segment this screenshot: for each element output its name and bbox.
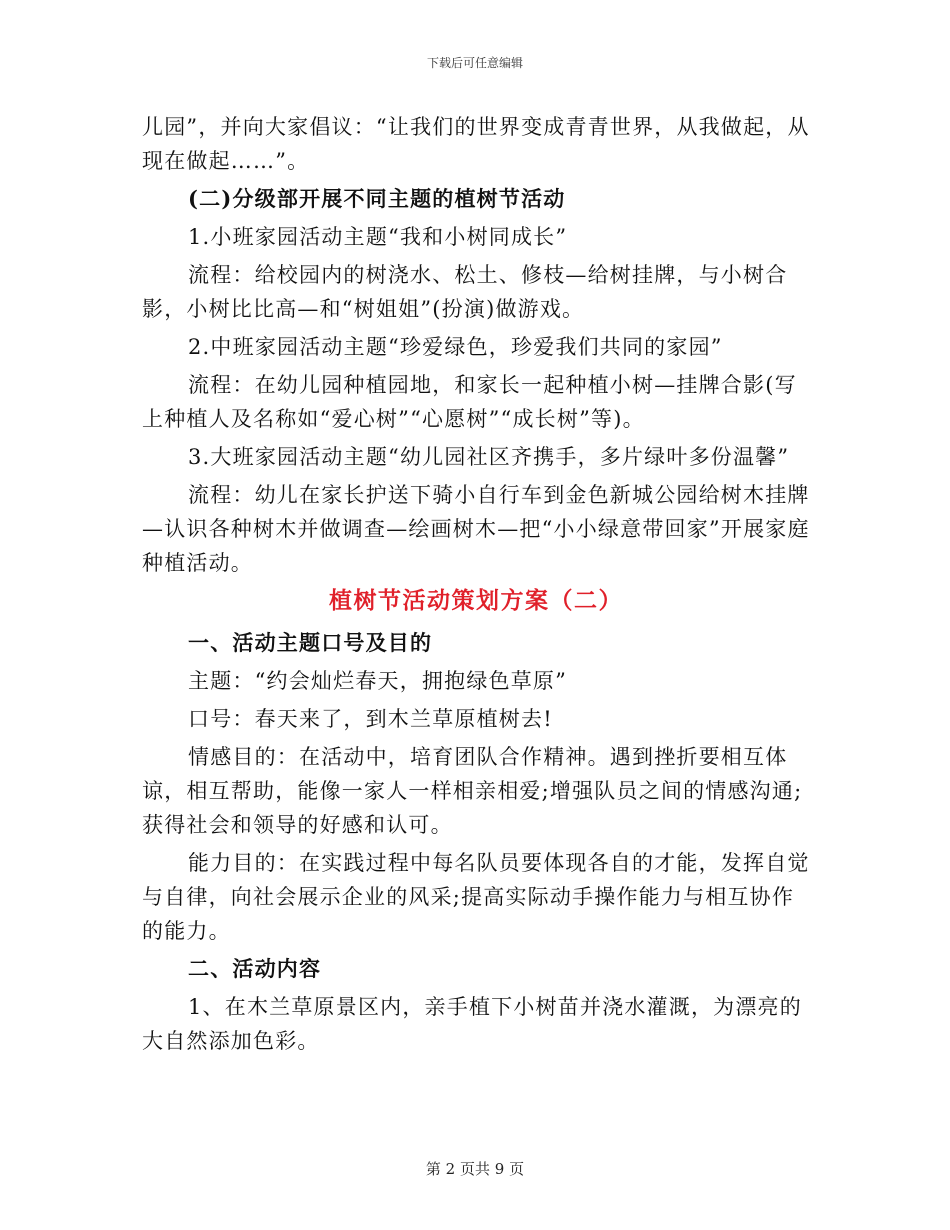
item-small-class-process: 流程：给校园内的树浇水、松土、修枝—给树挂牌，与小树合影，小树比比高—和“树姐姐”(扮演)做游戏。	[142, 263, 788, 321]
page-footer: 第 2 页共 9 页	[425, 1160, 525, 1178]
item-large-class-theme: 3.大班家园活动主题“幼儿园社区齐携手，多片绿叶多份温馨”	[188, 445, 790, 469]
heading-activity-content: 二、活动内容	[188, 956, 322, 981]
paragraph-continued: 儿园”，并向大家倡议：“让我们的世界变成青青世界，从我做起，从现在做起……”。	[142, 115, 810, 173]
document-body	[142, 110, 810, 1062]
page-header: 下载后可任意编辑	[426, 56, 523, 70]
activity-item-1: 1、在木兰草原景区内，亲手植下小树苗并浇水灌溉，为漂亮的大自然添加色彩。	[142, 995, 802, 1053]
theme-line: 主题：“约会灿烂春天，拥抱绿色草原”	[188, 669, 568, 693]
slogan-line: 口号：春天来了，到木兰草原植树去!	[188, 707, 553, 731]
section-title: 植树节活动策划方案（二）	[329, 587, 623, 614]
item-middle-class-process: 流程：在幼儿园种植园地，和家长一起种植小树—挂牌合影(写上种植人及名称如“爱心树”“心愿树”“成长树”等)。	[142, 373, 797, 431]
item-small-class-theme: 1.小班家园活动主题“我和小树同成长”	[188, 225, 568, 249]
ability-purpose: 能力目的：在实践过程中每名队员要体现各自的才能，发挥自觉与自律，向社会展示企业的风采;提高实际动手操作能力与相互协作的能力。	[142, 851, 810, 943]
subheading-grade-activities: (二)分级部开展不同主题的植树节活动	[188, 186, 566, 211]
item-middle-class-theme: 2.中班家园活动主题“珍爱绿色，珍爱我们共同的家园”	[188, 335, 723, 359]
item-large-class-process: 流程：幼儿在家长护送下骑小自行车到金色新城公园给树木挂牌—认识各种树木并做调查—绘画树木—把“小小绿意带回家”开展家庭种植活动。	[142, 483, 810, 575]
emotional-purpose: 情感目的：在活动中，培育团队合作精神。遇到挫折要相互体谅，相互帮助，能像一家人一样相亲相爱;增强队员之间的情感沟通;获得社会和领导的好感和认可。	[142, 745, 803, 837]
heading-theme-slogan-purpose: 一、活动主题口号及目的	[188, 630, 433, 655]
